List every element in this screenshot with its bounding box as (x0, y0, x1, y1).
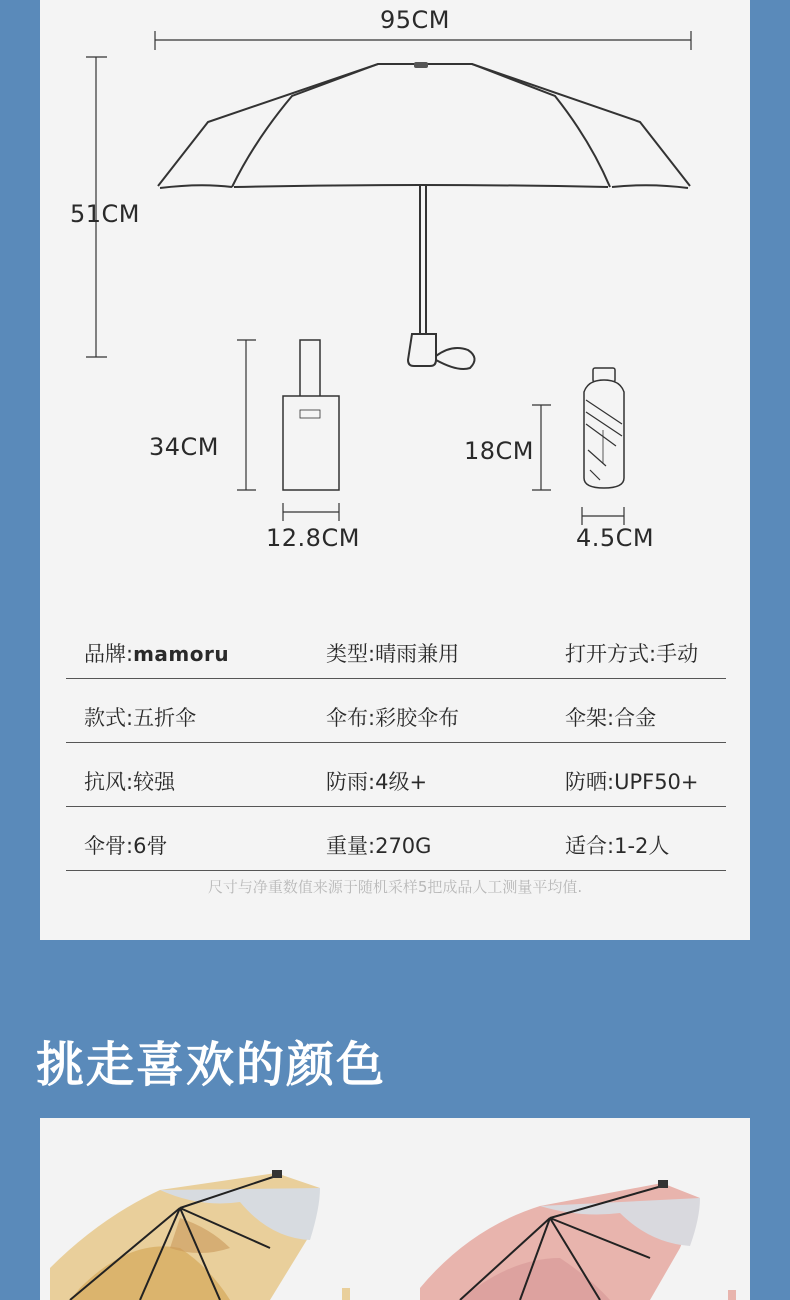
open-height-label: 51CM (70, 200, 141, 228)
spec-label: 防晒: (565, 770, 615, 794)
spec-cell (326, 830, 431, 860)
folded-width-label: 4.5CM (576, 524, 655, 552)
spec-value: 合金 (614, 706, 657, 730)
spec-row (66, 679, 726, 743)
spec-cell (326, 766, 427, 796)
yellow-umbrella-image (40, 1118, 400, 1300)
color-options-photo (40, 1118, 750, 1300)
spec-value: 彩胶伞布 (375, 706, 460, 730)
spec-label: 品牌: (84, 642, 134, 666)
spec-cell (84, 702, 196, 732)
spec-label: 适合: (565, 834, 615, 858)
spec-row (66, 807, 726, 871)
spec-cell (84, 830, 167, 860)
spec-label: 防雨: (326, 770, 376, 794)
spec-value: 270G (375, 834, 432, 858)
brand-logo: mamoru (133, 642, 230, 666)
folded-height-label: 18CM (464, 437, 535, 465)
spec-label: 伞骨: (84, 834, 134, 858)
spec-value: UPF50+ (614, 770, 699, 794)
spec-value: 手动 (656, 642, 699, 666)
measurement-note: 尺寸与净重数值来源于随机采样5把成品人工测量平均值. (207, 878, 583, 896)
spec-cell (565, 638, 698, 668)
spec-value: 4级+ (375, 770, 428, 794)
spec-label: 重量: (326, 834, 376, 858)
spec-row (66, 743, 726, 807)
spec-cell (326, 638, 459, 668)
open-width-label: 95CM (380, 6, 451, 34)
spec-label: 伞架: (565, 706, 615, 730)
spec-row (66, 615, 726, 679)
box-height-label: 34CM (149, 433, 220, 461)
spec-cell-brand (84, 638, 229, 668)
spec-label: 类型: (326, 642, 376, 666)
spec-cell (565, 766, 699, 796)
spec-value: 6骨 (133, 834, 168, 858)
spec-cell (326, 702, 459, 732)
spec-value: 较强 (133, 770, 176, 794)
spec-cell (565, 830, 669, 860)
spec-table (66, 615, 726, 871)
pink-umbrella-image (400, 1118, 750, 1300)
spec-cell (84, 766, 175, 796)
spec-cell (565, 702, 656, 732)
box-width-label: 12.8CM (266, 524, 360, 552)
spec-label: 款式: (84, 706, 134, 730)
spec-label: 打开方式: (565, 642, 657, 666)
section-title: 挑走喜欢的颜色 (36, 1037, 387, 1093)
spec-value: 晴雨兼用 (375, 642, 460, 666)
spec-label: 抗风: (84, 770, 134, 794)
spec-value: 1-2人 (614, 834, 670, 858)
spec-value: 五折伞 (133, 706, 197, 730)
spec-label: 伞布: (326, 706, 376, 730)
